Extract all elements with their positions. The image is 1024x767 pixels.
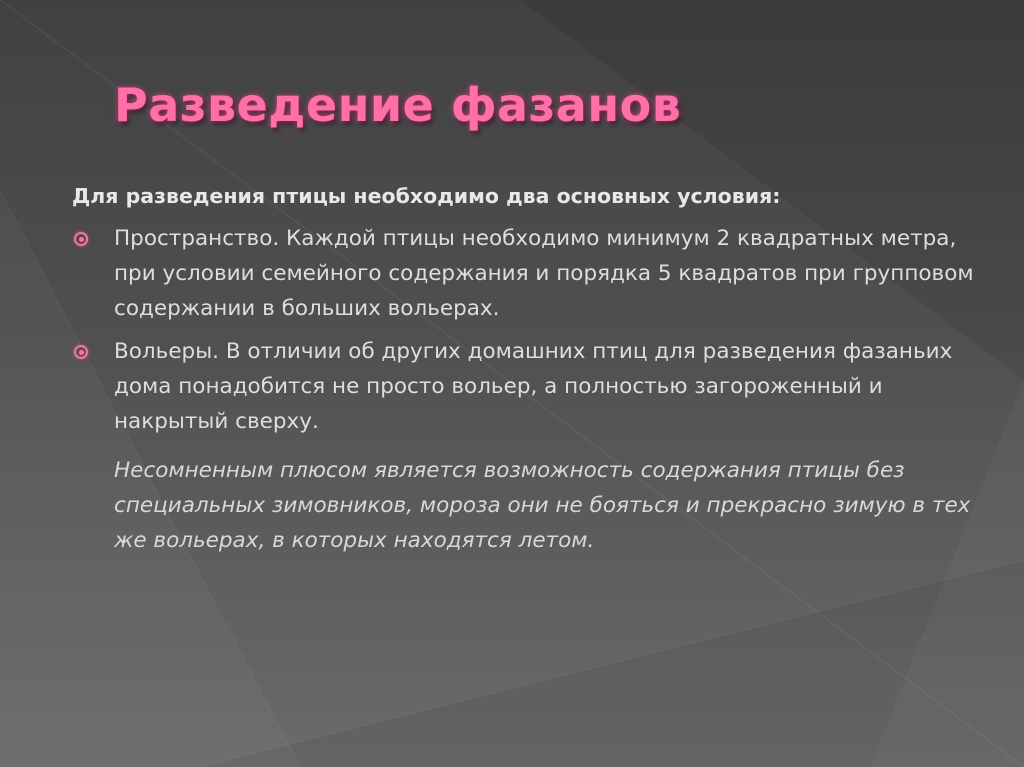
bullet-circle-icon [74,345,88,359]
slide-content [72,182,972,558]
bullet-list [72,221,972,439]
bullet-circle-icon [74,232,88,246]
intro-text: Для разведения птицы необходимо два основных условия: [72,184,781,208]
italic-note: Несомненным плюсом является возможность содержания птицы без специальных зимовников, мороза они не бояться и прекрасно зимую в тех же вольерах, в которых находятся летом. [114,458,971,553]
bullet-text: Вольеры. В отличии об других домашних птиц для разведения фазаньих дома понадобится не просто вольер, а полностью загороженный и накрытый сверху. [114,339,953,434]
list-item [72,221,974,326]
list-item [72,334,974,439]
slide-title: Разведение фазанов [114,78,682,132]
bullet-text: Пространство. Каждой птицы необходимо минимум 2 квадратных метра, при условии семейного содержания и порядка 5 квадратов при групповом содержании в больших вольерах. [114,226,974,321]
